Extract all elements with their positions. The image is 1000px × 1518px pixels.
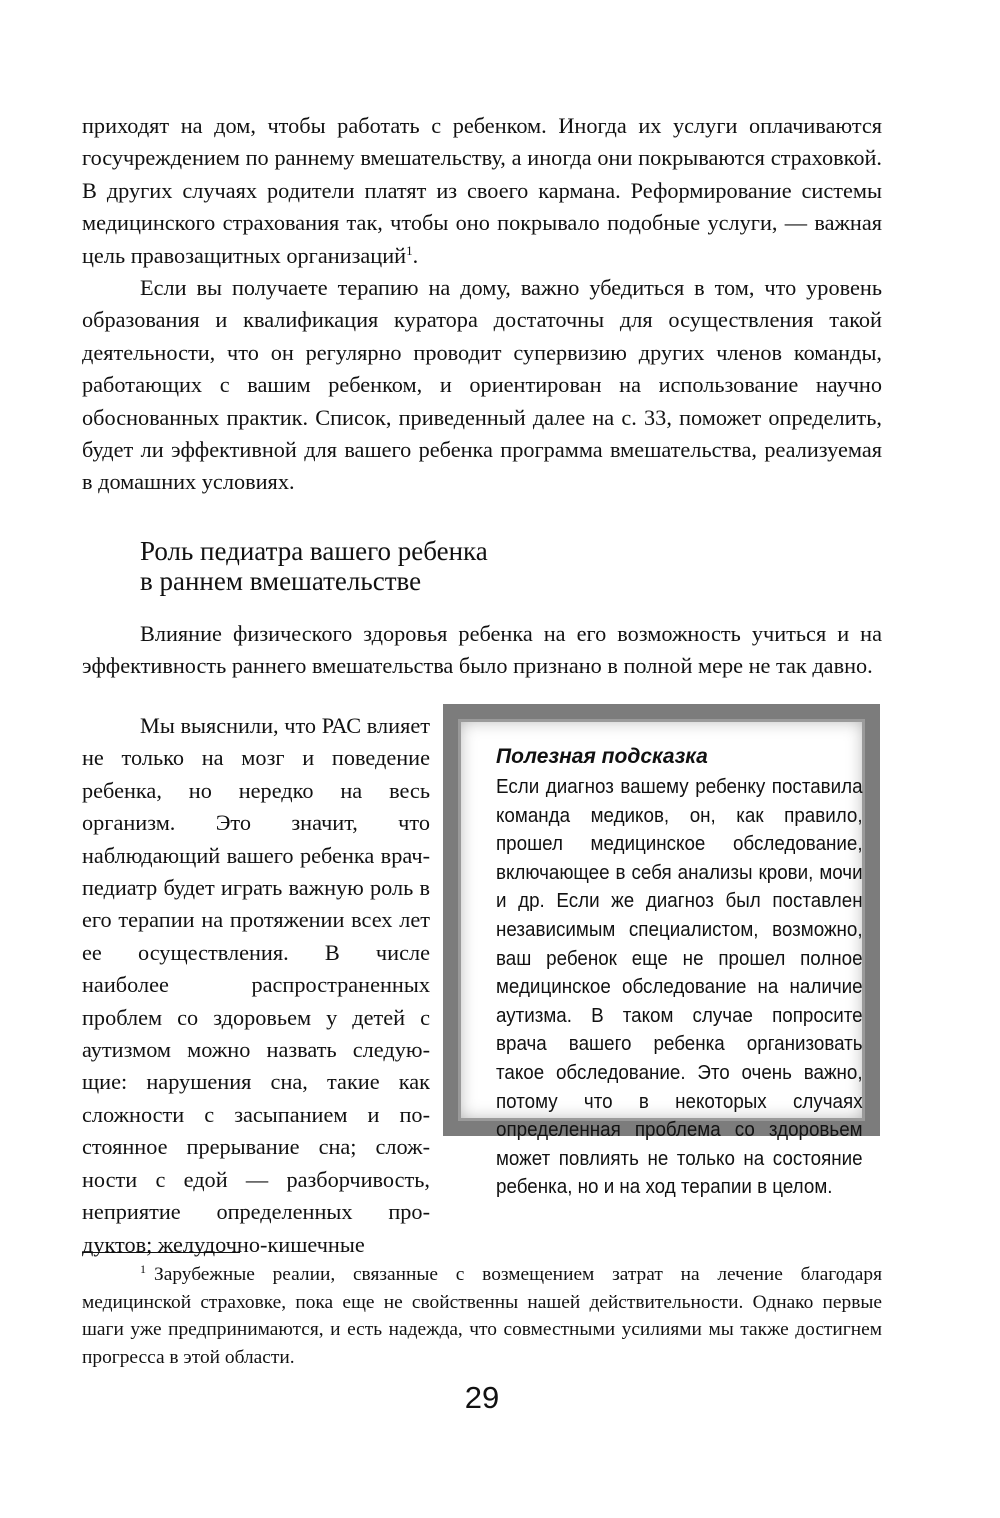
footnote-mark: 1	[140, 1262, 146, 1276]
footnote-divider	[82, 1252, 240, 1253]
footnote	[82, 1261, 882, 1371]
body-paragraph-2: Если вы получаете терапию на дому, важно убедиться в том, что уровень образования и квалификация куратора достаточны для осуществления такой деятельности, что он регулярно проводит супервизию других членов команды, работающих с вашим ребенком, и ориентирован на использование научно обоснованных практик. Список, приведенный далее на с. 33, поможет определить, будет ли эффективной для вашего ребенка программа вмешательства, реализуемая в домашних условиях.	[82, 275, 882, 495]
footnote-reference[interactable]: 1	[406, 242, 413, 258]
helpful-tip-box	[443, 704, 880, 1199]
body-paragraph-1-text: приходят на дом, чтобы работать с ребенком. Иногда их услуги оплачиваются госучреждением по раннему вмешательству, а иногда они покрываются страховкой. В других случаях родители платят из своего кармана. Реформирование системы медицинского страхования так, чтобы оно покрывало подобные услуги, — важная цель правозащитных организаций	[82, 113, 882, 268]
footnote-text: Зарубежные реалии, связанные с возмещением затрат на лечение благодаря медицинской страховке, пока еще не свойственны нашей действительности. Однако первые шаги уже предпринимаются, и есть надежда, что совместными усилиями мы также достигнем прогресса в этой области.	[82, 1264, 882, 1368]
section-heading-line-1: Роль педиатра вашего ребенка	[140, 536, 488, 566]
page-number: 29	[464, 1380, 500, 1415]
section-intro	[82, 618, 882, 683]
tip-title: Полезная подсказка	[496, 745, 708, 768]
wrapped-text-column	[82, 710, 430, 1261]
section-heading-line-2: в раннем вмешательстве	[140, 566, 422, 596]
book-page	[82, 110, 882, 1415]
body-paragraph-1	[82, 110, 882, 272]
tip-text: Если диагноз вашему ребенку поставила команда медиков, он, как правило, прошел медицинское обследование, включающее в себя анализы крови, мочи и др. Если же диагноз был поставлен независимым специалистом, возможно, ваш ребенок еще не прошел полное медицинское обследование на наличие аутизма. В таком случае попросите врача вашего ребенка организовать такое обследование. Это очень важно, потому что в некоторых случаях определенная проблема со здоровьем может повлиять не только на состояние ребенка, но и на ход терапии в целом.	[496, 776, 863, 1199]
section-heading	[140, 536, 780, 596]
section-paragraph-2: Мы выяснили, что РАС влияет не только на мозг и поведение ребенка, но нередко на весь организм. Это значит, что наблюдающий вашего ребенка врач-педиатр будет играть важную роль в его терапии на протяжении всех лет ее осуществления. В числе наиболее распространенных проблем со здоровьем у детей с аутизмом можно назвать следующие: нарушения сна, такие как сложности с засыпанием и постоянное прерывание сна; сложности с едой — разборчивость, неприятие определенных продуктов; желудочно-кишечные	[82, 713, 430, 1257]
body-paragraph-1-end: .	[412, 242, 419, 268]
section-paragraph-1: Влияние физического здоровья ребенка на его возможность учиться и на эффективность раннего вмешательства было признано в полной мере не так давно.	[82, 621, 882, 679]
